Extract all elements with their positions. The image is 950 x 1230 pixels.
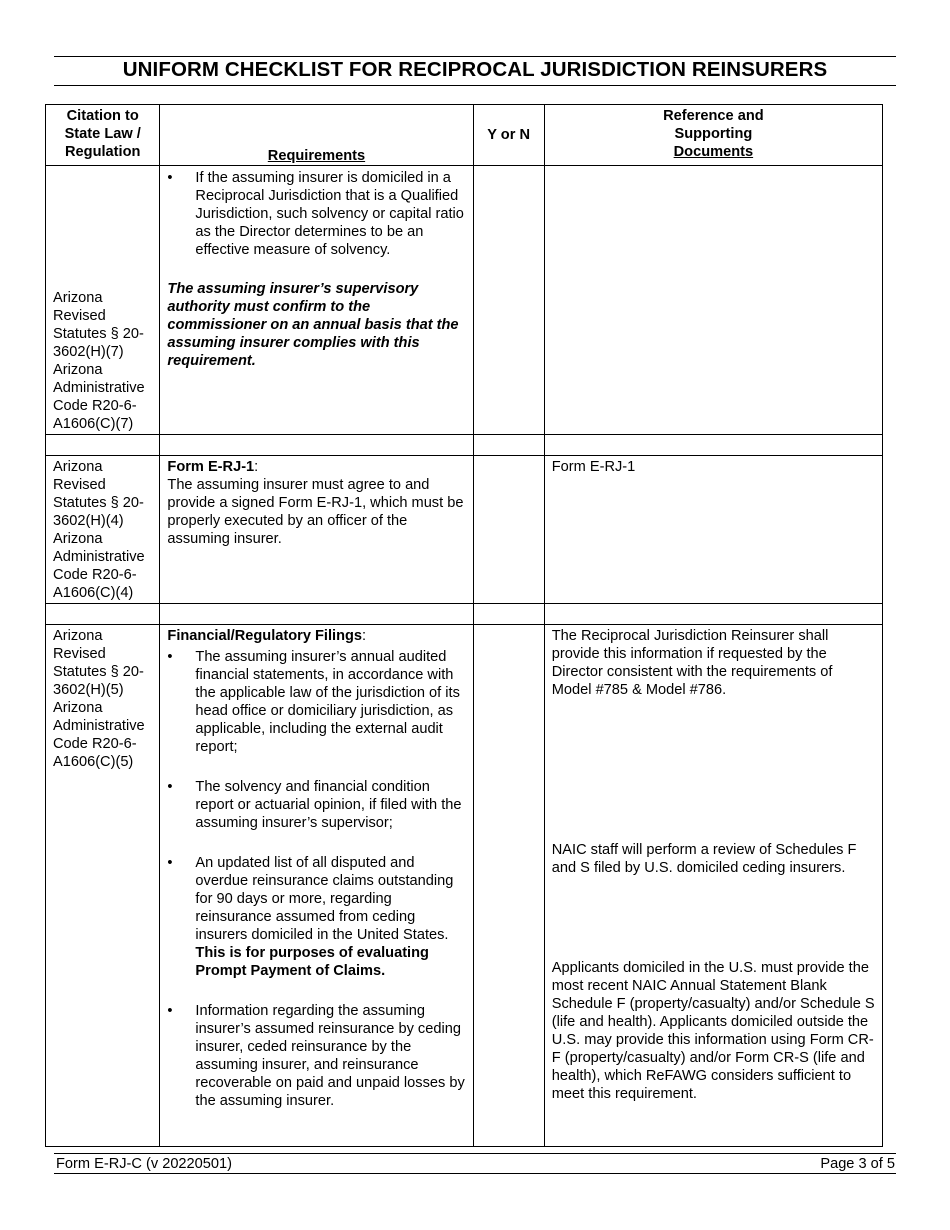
citation-text: Arizona Revised Statutes § 20-3602(H)(5) Arizona Administrative Code R20-6-A1606(C)(5) [53, 628, 145, 770]
spacer-row [46, 435, 883, 456]
requirement-heading-colon: : [254, 459, 259, 475]
bullet-text-bold: This is for purposes of evaluating Prompt Payment of Claims. [195, 945, 429, 979]
bullet-icon: • [167, 170, 173, 186]
bullet-icon: • [167, 1003, 173, 1019]
citation-text: Arizona Revised Statutes § 20-3602(H)(4) Arizona Administrative Code R20-6-A1606(C)(4) [53, 459, 145, 601]
reference-text: The Reciprocal Jurisdiction Reinsurer shall provide this information if requested by the Director consistent with the requirements of Model #785 & Model #786. [551, 628, 833, 698]
spacer-cell [473, 435, 544, 456]
footer-form-id: Form E-RJ-C (v 20220501) [56, 1156, 232, 1172]
title-rule-bottom [54, 85, 896, 86]
requirement-heading [167, 458, 465, 476]
list-item [167, 169, 465, 259]
requirement-body: The assuming insurer must agree to and provide a signed Form E-RJ-1, which must be properly executed by an officer of the assuming insurer. [167, 477, 464, 547]
header-requirements-label: Requirements [267, 148, 366, 164]
reference-text: Applicants domiciled in the U.S. must provide the most recent NAIC Annual Statement Blank Schedule F (property/casualty) and/or Schedule S (life and health). Applicants domiciled outside the U.S. may provide this information using Form CR-F (property/casualty) and/or Form CR-S (life and health), which ReFAWG considers sufficient to meet this requirement. [551, 960, 875, 1102]
list-item [167, 648, 465, 756]
page-title: UNIFORM CHECKLIST FOR RECIPROCAL JURISDICTION REINSURERS [122, 58, 828, 81]
citation-text: Arizona Revised Statutes § 20-3602(H)(7) Arizona Administrative Code R20-6-A1606(C)(7) [53, 290, 145, 432]
bullet-icon: • [167, 649, 173, 665]
header-citation-line: State Law / [64, 126, 141, 142]
header-y-or-n [473, 105, 544, 166]
y-or-n-cell[interactable] [473, 625, 544, 1147]
header-y-or-n-label: Y or N [487, 127, 530, 143]
bullet-text: The assuming insurer’s annual audited financial statements, in accordance with the applicable law of the jurisdiction of its head office or domiciliary jurisdiction, as applicable, including the external audit report; [195, 649, 460, 755]
requirement-heading [167, 627, 465, 645]
spacer-cell [46, 604, 160, 625]
header-citation [46, 105, 160, 166]
bullet-icon: • [167, 855, 173, 871]
table-row [46, 456, 883, 604]
footer-rule-top [54, 1153, 896, 1154]
citation-cell [46, 625, 160, 1147]
bullet-text: If the assuming insurer is domiciled in a Reciprocal Jurisdiction that is a Qualified Jurisdiction, such solvency or capital ratio as the Director determines to be an effective measure of solvency. [195, 170, 464, 258]
spacer-cell [544, 435, 882, 456]
list-item [167, 854, 465, 980]
spacer-cell [544, 604, 882, 625]
spacer-cell [473, 604, 544, 625]
reference-cell [544, 456, 882, 604]
requirement-heading-colon: : [362, 628, 367, 644]
footer-page-number: Page 3 of 5 [820, 1156, 895, 1172]
title-rule-top [54, 56, 896, 57]
footer-rule-bottom [54, 1173, 896, 1174]
header-citation-line: Regulation [65, 144, 141, 160]
requirements-list [167, 648, 465, 1110]
y-or-n-cell[interactable] [473, 166, 544, 435]
requirements-cell [160, 456, 473, 604]
spacer-cell [160, 604, 473, 625]
requirements-cell [160, 166, 473, 435]
table-header-row [46, 105, 883, 166]
checklist-table [45, 104, 883, 1147]
spacer-row [46, 604, 883, 625]
header-citation-line: Citation to [66, 108, 139, 124]
reference-text: NAIC staff will perform a review of Schedules F and S filed by U.S. domiciled ceding insurers. [551, 842, 857, 876]
list-item [167, 1002, 465, 1110]
header-reference-line: Documents [673, 144, 754, 160]
requirement-heading-text: Form E-RJ-1 [167, 459, 255, 475]
requirement-heading-text: Financial/Regulatory Filings [167, 628, 363, 644]
bullet-text: An updated list of all disputed and overdue reinsurance claims outstanding for 90 days or more, regarding reinsurance assumed from ceding insurers domiciled in the United States. [195, 855, 454, 943]
header-reference-line: Reference and [663, 108, 764, 124]
bullet-text: The solvency and financial condition report or actuarial opinion, if filed with the assuming insurer’s supervisor; [195, 779, 462, 831]
citation-cell [46, 456, 160, 604]
bullet-icon: • [167, 779, 173, 795]
y-or-n-cell[interactable] [473, 456, 544, 604]
bullet-text: Information regarding the assuming insurer’s assumed reinsurance by ceding insurer, ceded reinsurance by the assuming insurer, and reinsurance recoverable on paid and unpaid losses by the assuming insurer. [195, 1003, 465, 1109]
list-item [167, 778, 465, 832]
table-row [46, 166, 883, 435]
header-reference-line: Supporting [674, 126, 753, 142]
citation-cell [46, 166, 160, 435]
requirement-note: The assuming insurer’s supervisory authority must confirm to the commissioner on an annual basis that the assuming insurer complies with this requirement. [167, 281, 459, 369]
requirements-list [167, 169, 465, 259]
reference-text: Form E-RJ-1 [551, 459, 636, 475]
header-requirements [160, 105, 473, 166]
reference-cell [544, 166, 882, 435]
requirements-cell [160, 625, 473, 1147]
spacer-cell [46, 435, 160, 456]
spacer-cell [160, 435, 473, 456]
header-reference [544, 105, 882, 166]
table-row [46, 625, 883, 1147]
reference-cell [544, 625, 882, 1147]
